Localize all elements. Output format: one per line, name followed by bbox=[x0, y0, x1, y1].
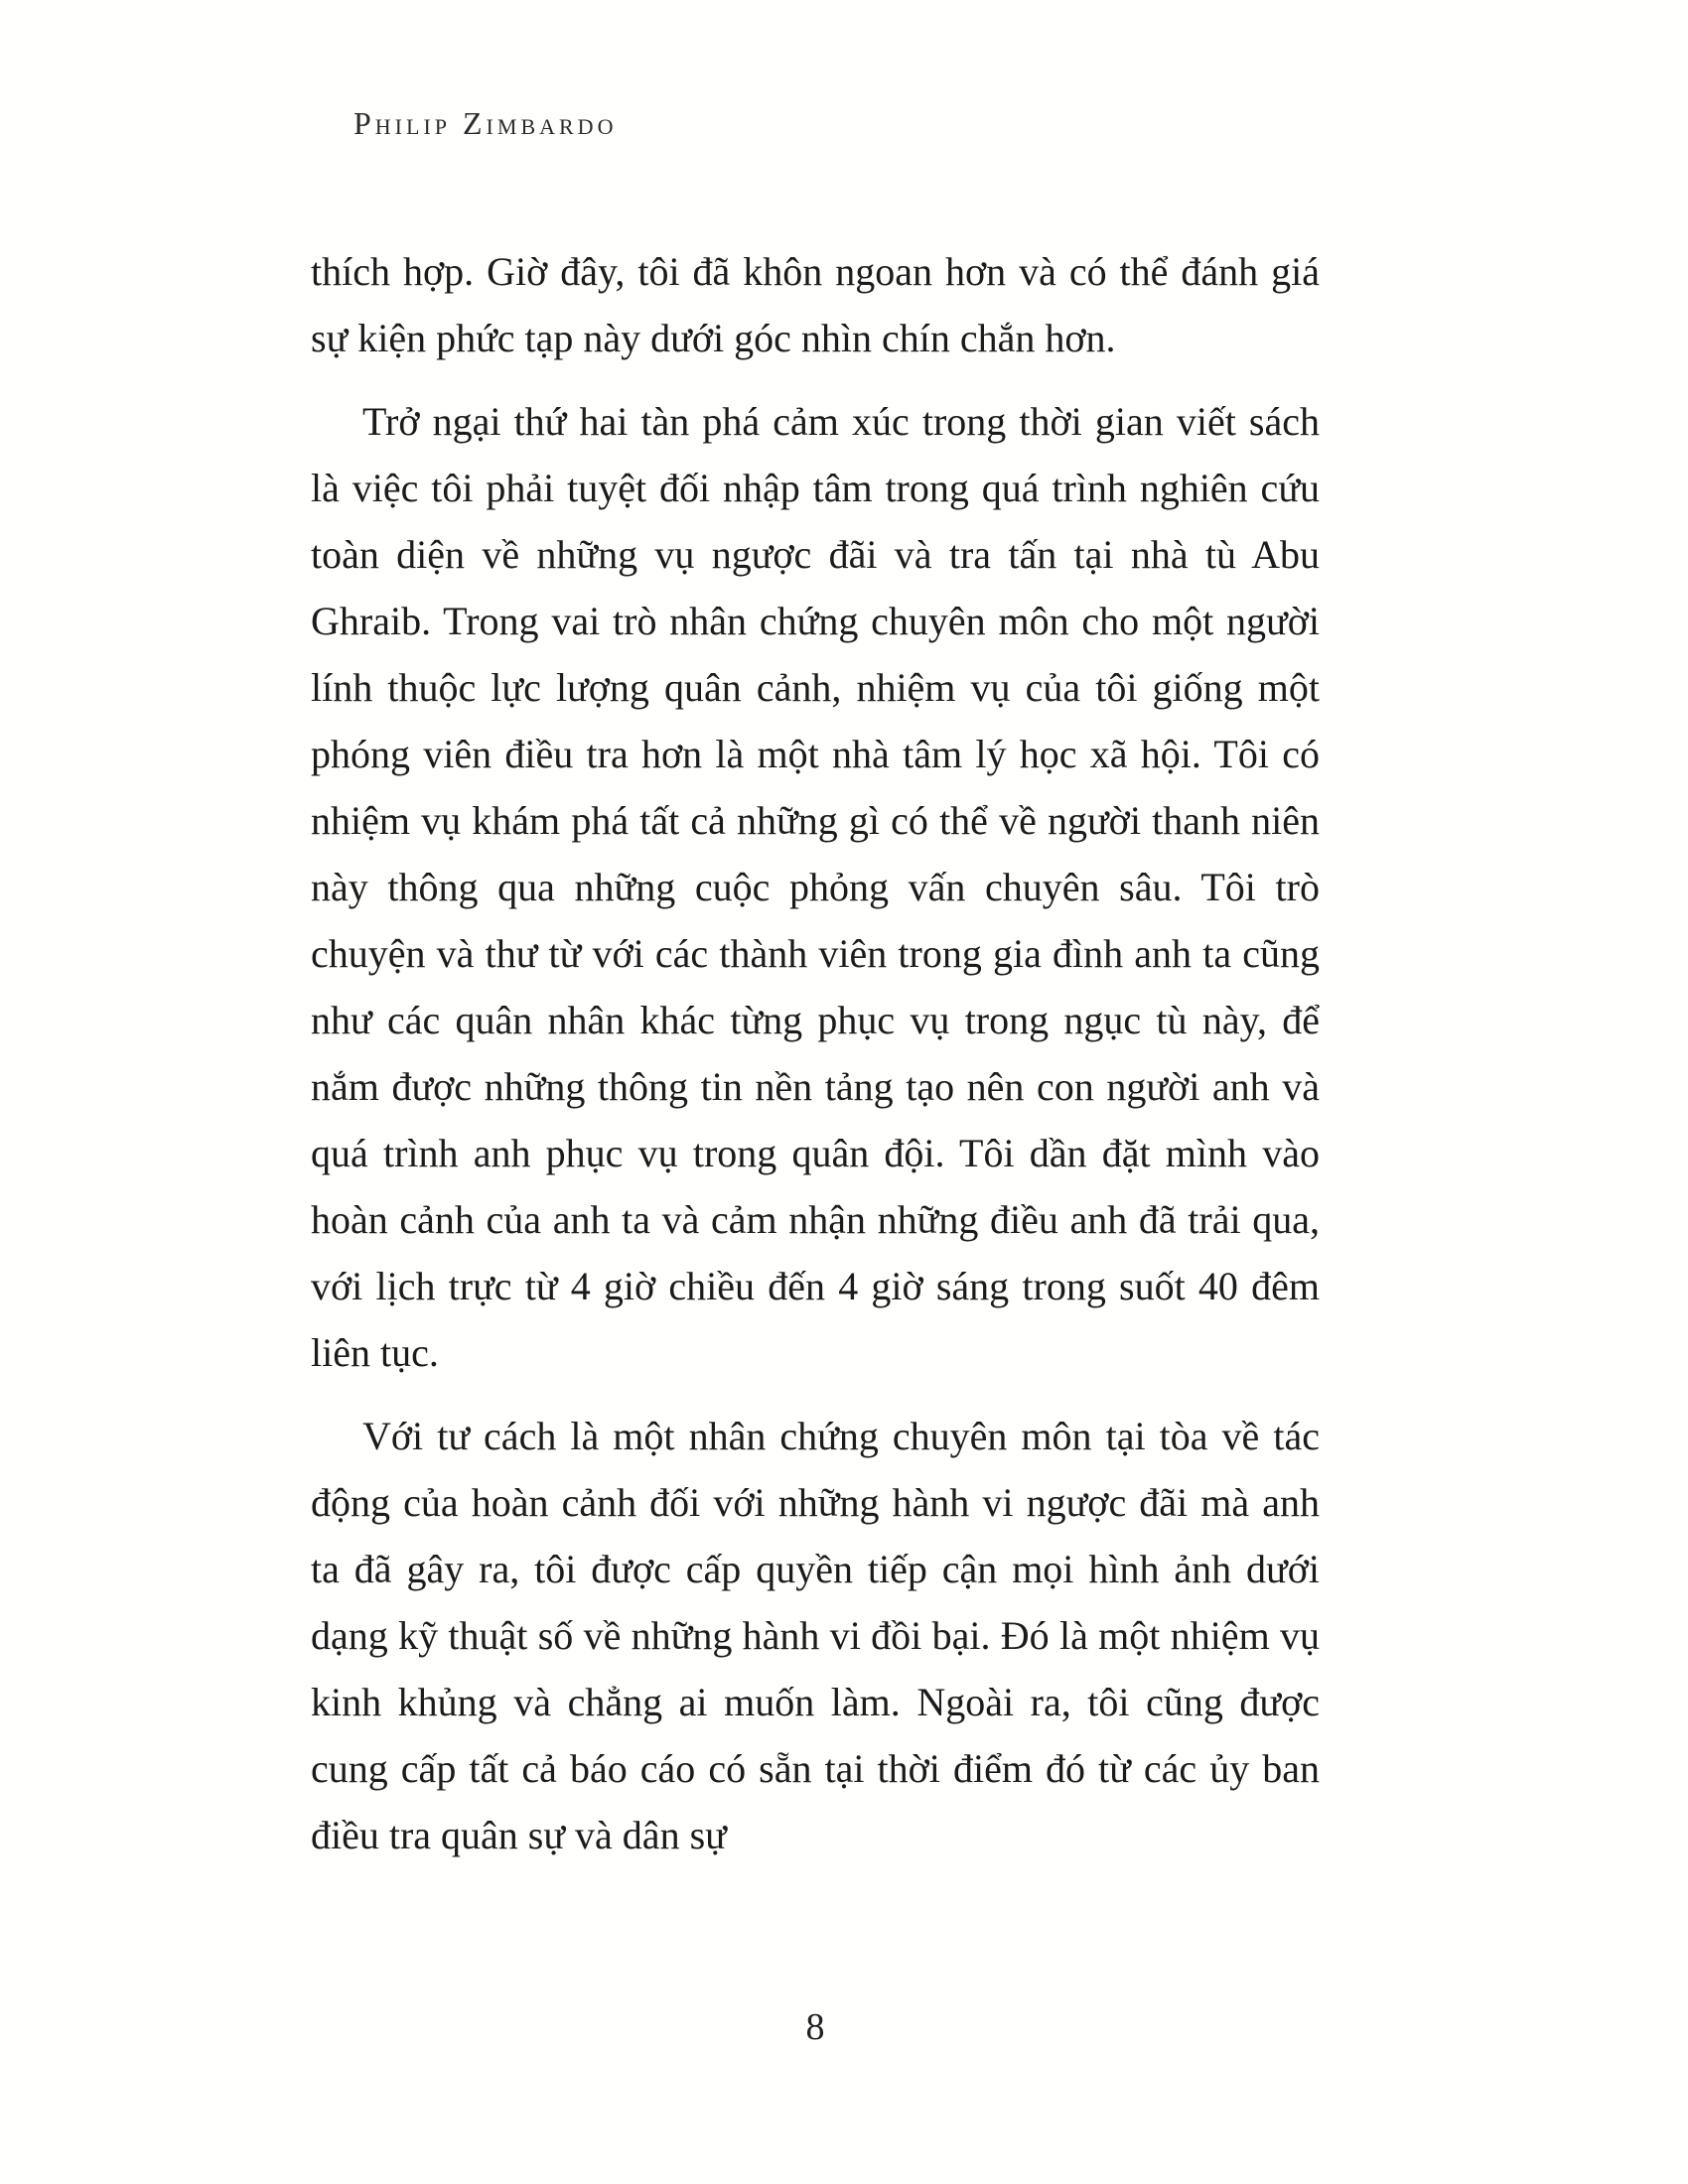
running-header-author: Philip Zimbardo bbox=[353, 105, 618, 141]
paragraph-2: Trở ngại thứ hai tàn phá cảm xúc trong thời gian viết sách là việc tôi phải tuyệt đối nhập tâm trong quá trình nghiên cứu toàn diện về những vụ ngược đãi và tra tấn tại nhà tù Abu Ghraib. Trong vai trò nhân chứng chuyên môn cho một người lính thuộc lực lượng quân cảnh, nhiệm vụ của tôi giống một phóng viên điều tra hơn là một nhà tâm lý học xã hội. Tôi có nhiệm vụ khám phá tất cả những gì có thể về người thanh niên này thông qua những cuộc phỏng vấn chuyên sâu. Tôi trò chuyện và thư từ với các thành viên trong gia đình anh ta cũng như các quân nhân khác từng phục vụ trong ngục tù này, để nắm được những thông tin nền tảng tạo nên con người anh và quá trình anh phục vụ trong quân đội. Tôi dần đặt mình vào hoàn cảnh của anh ta và cảm nhận những điều anh đã trải qua, với lịch trực từ 4 giờ chiều đến 4 giờ sáng trong suốt 40 đêm liên tục. bbox=[311, 399, 1320, 1375]
body-text bbox=[311, 238, 1320, 1885]
page-number: 8 bbox=[805, 2006, 825, 2048]
paragraph-1: thích hợp. Giờ đây, tôi đã khôn ngoan hơn và có thể đánh giá sự kiện phức tạp này dưới góc nhìn chín chắn hơn. bbox=[311, 249, 1320, 360]
paragraph-3: Với tư cách là một nhân chứng chuyên môn tại tòa về tác động của hoàn cảnh đối với những hành vi ngược đãi mà anh ta đã gây ra, tôi được cấp quyền tiếp cận mọi hình ảnh dưới dạng kỹ thuật số về những hành vi đồi bại. Đó là một nhiệm vụ kinh khủng và chẳng ai muốn làm. Ngoài ra, tôi cũng được cung cấp tất cả báo cáo có sẵn tại thời điểm đó từ các ủy ban điều tra quân sự và dân sự bbox=[311, 1414, 1320, 1857]
